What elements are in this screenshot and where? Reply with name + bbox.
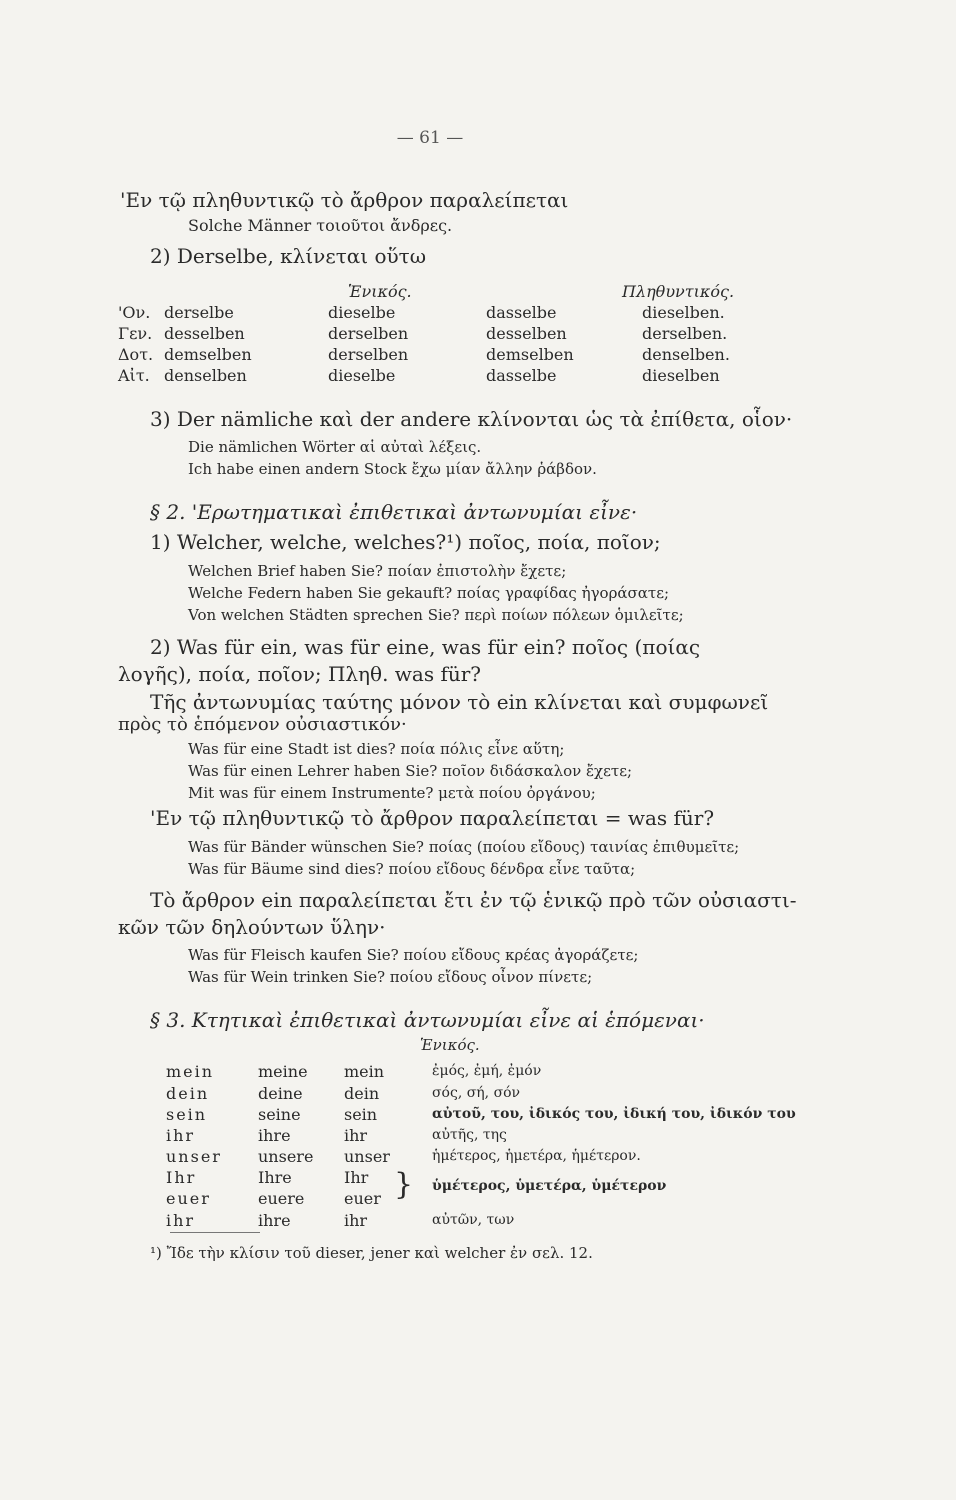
example-line: Was für Fleisch kaufen Sie? ποίου εἴδους κρέας ἀγοράζετε; (188, 946, 639, 964)
greek-equivalent: σός, σή, σόν (432, 1085, 521, 1101)
neuter-form: demselben (486, 345, 574, 364)
example-line: Was für einen Lehrer haben Sie? ποῖον διδάσκαλον ἔχετε; (188, 762, 633, 780)
neuter-form: unser (344, 1147, 390, 1166)
greek-equivalent: ὑμέτερος, ὑμετέρα, ὑμέτερον (432, 1178, 667, 1194)
neuter-form: Ihr (344, 1168, 369, 1187)
masculine-form: unser (166, 1147, 222, 1166)
feminine-form: seine (258, 1105, 301, 1124)
neuter-form: dein (344, 1084, 380, 1103)
masculine-form: denselben (164, 366, 247, 385)
case-label: 'Ον. (118, 303, 151, 322)
feminine-form: deine (258, 1084, 303, 1103)
singular-label: Ἑνικός. (420, 1036, 480, 1054)
plural-example: Solche Männer τοιοῦτοι ἄνδρες. (188, 216, 453, 235)
rule-line: Τὸ ἄρθρον ein παραλείπεται ἔτι ἐν τῷ ἑνικῷ πρὸ τῶν οὐσιαστι- (150, 888, 797, 912)
feminine-form: ihre (258, 1211, 291, 1230)
masculine-form: ihr (166, 1126, 196, 1145)
feminine-form: ihre (258, 1126, 291, 1145)
example-line: Mit was für einem Instrumente? μετὰ ποίου ὀργάνου; (188, 784, 596, 802)
section-3-heading: 3) Der nämliche καὶ der andere κλίνονται ὡς τὰ ἐπίθετα, οἷον· (150, 407, 793, 431)
item-2: 2) Was für ein, was für eine, was für ein? ποῖος (ποίας (150, 635, 701, 659)
note-line: πρὸς τὸ ἑπόμενον οὐσιαστικόν· (118, 714, 407, 735)
neuter-form: ihr (344, 1211, 368, 1230)
masculine-form: sein (166, 1105, 208, 1124)
example-line: Von welchen Städten sprechen Sie? περὶ ποίων πόλεων ὁμιλεῖτε; (188, 606, 684, 624)
neuter-form: sein (344, 1105, 378, 1124)
masculine-form: mein (166, 1062, 215, 1081)
example-line: Welchen Brief haben Sie? ποίαν ἐπιστολὴν ἔχετε; (188, 562, 567, 580)
feminine-form: dieselbe (328, 366, 396, 385)
masculine-form: dein (166, 1084, 210, 1103)
section-2-heading: 2) Derselbe, κλίνεται οὕτω (150, 244, 427, 268)
feminine-form: Ihre (258, 1168, 292, 1187)
example-line: Ich habe einen andern Stock ἔχω μίαν ἄλλην ῥάβδον. (188, 460, 597, 478)
neuter-form: mein (344, 1062, 385, 1081)
feminine-form: meine (258, 1062, 308, 1081)
plural-form: dieselben (642, 366, 720, 385)
masculine-form: Ihr (166, 1168, 197, 1187)
greek-equivalent: αὐτῆς, της (432, 1127, 507, 1143)
feminine-form: euere (258, 1189, 305, 1208)
neuter-form: dasselbe (486, 303, 557, 322)
plural-note: 'Εν τῷ πληθυντικῷ τὸ ἄρθρον παραλείπεται (120, 188, 569, 212)
paragraph-3-heading: § 3. Κτητικαὶ ἐπιθετικαὶ ἀντωνυμίαι εἶνε αἱ ἑπόμεναι· (150, 1008, 705, 1032)
example-line: Was für Bäume sind dies? ποίου εἴδους δένδρα εἶνε ταῦτα; (188, 860, 636, 878)
plural-form: derselben. (642, 324, 728, 343)
case-label: Αἰτ. (118, 366, 150, 385)
curly-brace-icon: } (394, 1167, 414, 1202)
item-2-continued: λογῆς), ποία, ποῖον; Πληθ. was für? (118, 662, 482, 686)
greek-equivalent: ἐμός, ἐμή, ἐμόν (432, 1063, 542, 1079)
page-number: — 61 — (396, 128, 464, 148)
example-line: Die nämlichen Wörter αἱ αὐταὶ λέξεις. (188, 438, 482, 456)
greek-equivalent: αὐτῶν, των (432, 1212, 515, 1228)
masculine-form: desselben (164, 324, 245, 343)
paragraph-2-heading: § 2. 'Ερωτηματικαὶ ἐπιθετικαὶ ἀντωνυμίαι εἶνε· (150, 500, 638, 524)
masculine-form: demselben (164, 345, 252, 364)
masculine-form: derselbe (164, 303, 234, 322)
footnote: ¹) Ἴδε τὴν κλίσιν τοῦ dieser, jener καὶ welcher ἐν σελ. 12. (150, 1244, 593, 1262)
example-line: Welche Federn haben Sie gekauft? ποίας γραφίδας ἠγοράσατε; (188, 584, 670, 602)
example-line: Was für Wein trinken Sie? ποίου εἴδους οἶνον πίνετε; (188, 968, 593, 986)
case-label: Γεν. (118, 324, 153, 343)
neuter-form: dasselbe (486, 366, 557, 385)
greek-equivalent: αὐτοῦ, του, ἰδικός του, ἰδική του, ἰδικόν του (432, 1106, 796, 1122)
singular-label: Ἑνικός. (348, 282, 412, 301)
feminine-form: derselben (328, 324, 409, 343)
plural-rule: 'Εν τῷ πληθυντικῷ τὸ ἄρθρον παραλείπεται = was für? (150, 806, 715, 830)
plural-form: dieselben. (642, 303, 725, 322)
neuter-form: desselben (486, 324, 567, 343)
example-line: Was für eine Stadt ist dies? ποία πόλις εἶνε αὕτη; (188, 740, 565, 758)
masculine-form: ihr (166, 1211, 196, 1230)
feminine-form: derselben (328, 345, 409, 364)
plural-form: denselben. (642, 345, 730, 364)
plural-label: Πληθυντικός. (622, 282, 735, 301)
greek-equivalent: ἡμέτερος, ἡμετέρα, ἡμέτερον. (432, 1148, 641, 1164)
feminine-form: dieselbe (328, 303, 396, 322)
item-1: 1) Welcher, welche, welches?¹) ποῖος, ποία, ποῖον; (150, 530, 661, 554)
feminine-form: unsere (258, 1147, 314, 1166)
rule-line: κῶν τῶν δηλούντων ὕλην· (118, 915, 386, 939)
example-line: Was für Bänder wünschen Sie? ποίας (ποίου εἴδους) ταινίας ἐπιθυμεῖτε; (188, 838, 740, 856)
footnote-divider (170, 1232, 260, 1233)
note-line: Τῆς ἀντωνυμίας ταύτης μόνον τὸ ein κλίνεται καὶ συμφωνεῖ (150, 690, 769, 714)
case-label: Δοτ. (118, 345, 154, 364)
masculine-form: euer (166, 1189, 211, 1208)
neuter-form: euer (344, 1189, 381, 1208)
neuter-form: ihr (344, 1126, 368, 1145)
